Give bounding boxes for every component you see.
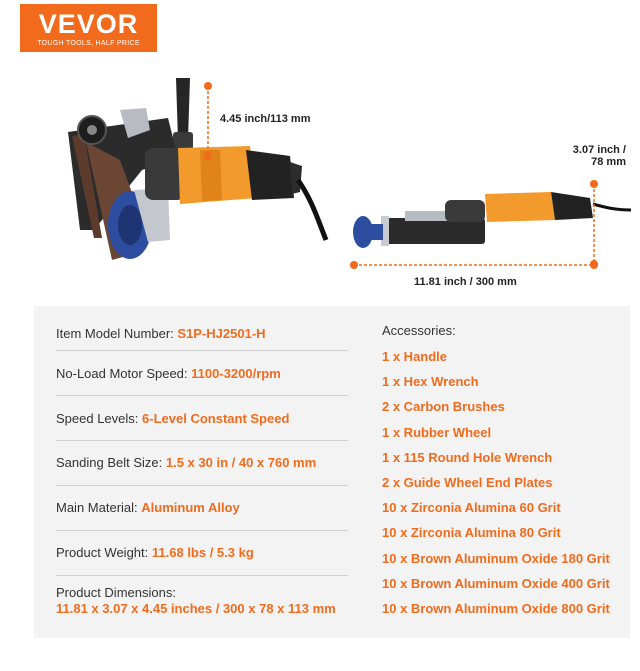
spec-speed-levels [56, 411, 348, 427]
height-dimension-label: 4.45 inch/113 mm [220, 113, 311, 125]
length-dimension-line [348, 258, 600, 272]
vevor-logo [20, 4, 157, 52]
height-dimension-line [200, 80, 216, 162]
divider [56, 440, 348, 441]
accessory-item: 1 x Handle [382, 349, 448, 364]
accessory-item: 10 x Brown Aluminum Oxide 800 Grit [382, 600, 610, 616]
spec-value: 6-Level Constant Speed [142, 411, 290, 426]
accessories-title: Accessories: [382, 323, 456, 338]
accessory-item: 2 x Guide Wheel End Plates [382, 474, 553, 490]
spec-value: 1.5 x 30 in / 40 x 760 mm [165, 455, 317, 470]
width-dimension-label-line1: 3.07 inch / [572, 144, 626, 156]
accessory-item: 1 x Hex Wrench [382, 374, 479, 390]
spec-label: Sanding Belt Size: [56, 455, 163, 470]
spec-value: 1100-3200/rpm [191, 366, 281, 381]
spec-label: Speed Levels: [56, 411, 139, 426]
width-dimension-label-line2: 78 mm [591, 156, 626, 168]
spec-label: Product Dimensions: [56, 585, 176, 600]
accessory-item: 10 x Brown Aluminum Oxide 180 Grit [382, 550, 610, 566]
spec-label: No-Load Motor Speed: [56, 366, 188, 381]
spec-label: Main Material: [56, 500, 138, 515]
spec-value: 11.68 lbs / 5.3 kg [151, 545, 254, 560]
accessory-item: 1 x Rubber Wheel [382, 424, 492, 440]
accessory-item: 10 x Zirconia Alumina 60 Grit [382, 500, 561, 516]
length-dimension-label: 11.81 inch / 300 mm [414, 276, 517, 288]
accessory-item: 1 x 115 Round Hole Wrench [382, 449, 553, 465]
brand-tagline: TOUGH TOOLS, HALF PRICE [37, 40, 140, 47]
accessories-list [382, 349, 610, 626]
spec-dimensions [56, 585, 366, 617]
product-image-angled [50, 70, 330, 280]
spec-belt-size [56, 455, 348, 471]
spec-value: Aluminum Alloy [141, 500, 240, 515]
divider [56, 530, 348, 531]
spec-material [56, 500, 348, 516]
divider [56, 575, 348, 576]
spec-value: 11.81 x 3.07 x 4.45 inches / 300 x 78 x 113 mm [56, 601, 336, 616]
width-dimension-label [546, 144, 626, 168]
brand-name: VEVOR [38, 9, 139, 39]
divider [56, 395, 348, 396]
spec-label: Item Model Number: [56, 326, 174, 341]
spec-value: S1P-HJ2501-H [177, 326, 266, 341]
accessory-item: 10 x Brown Aluminum Oxide 400 Grit [382, 575, 610, 591]
accessory-item: 2 x Carbon Brushes [382, 399, 505, 415]
spec-weight [56, 545, 348, 561]
divider [56, 485, 348, 486]
spec-model-number [56, 326, 348, 342]
spec-motor-speed [56, 366, 348, 382]
divider [56, 350, 348, 351]
accessory-item: 10 x Zirconia Alumina 80 Grit [382, 525, 561, 541]
spec-label: Product Weight: [56, 545, 149, 560]
